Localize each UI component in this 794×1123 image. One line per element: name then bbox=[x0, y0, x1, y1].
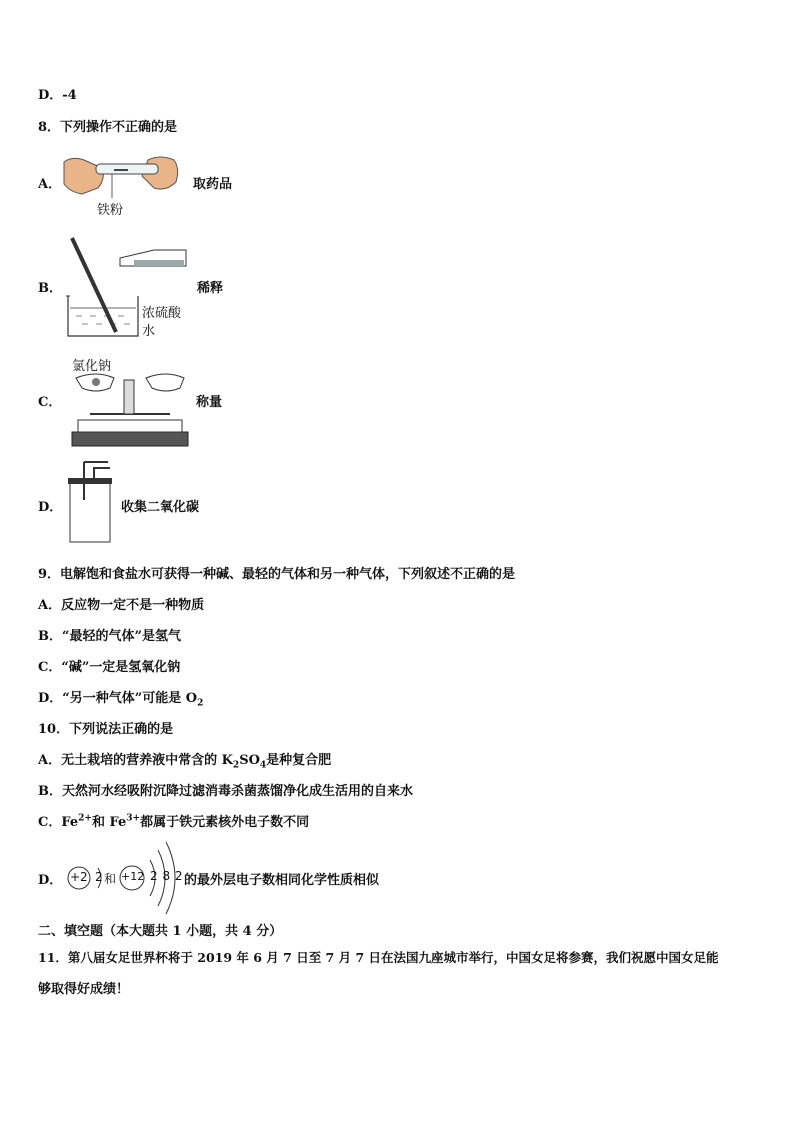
q10-option-a: A．无土栽培的营养液中常含的 $K_2SO_4$是种复合肥 bbox=[38, 753, 332, 771]
prev-option-d: D．-4 bbox=[38, 88, 77, 103]
q10-option-b: B．天然河水经吸附沉降过滤消毒杀菌蒸馏净化成生活用的自来水 bbox=[38, 784, 413, 799]
q11-line1: 11．第八届女足世界杯将于 2019 年 6 月 7 日至 7 月 7 日在法国九座城市举行，中国女足将参赛，我们祝愿中国女足能 bbox=[38, 950, 719, 965]
q9-option-c: C．“碱”一定是氢氧化钠 bbox=[38, 660, 181, 675]
q9-option-b: B．“最轻的气体”是氢气 bbox=[38, 629, 181, 644]
q8-option-b-caption: 稀释 bbox=[197, 281, 224, 296]
q11-line2: 够取得好成绩！ bbox=[38, 982, 130, 997]
q8-option-c-label: C． bbox=[38, 395, 62, 410]
q10-option-d-label: D． bbox=[38, 873, 63, 888]
q8-option-c-caption: 称量 bbox=[196, 395, 223, 410]
q10-d-shells2: 2 8 2 bbox=[150, 869, 183, 883]
gas-bottle-figure bbox=[64, 460, 114, 546]
q8-b-fig-label1: 浓硫酸 bbox=[142, 306, 182, 321]
dilution-figure bbox=[62, 236, 197, 342]
q10-d-shell1: 2 bbox=[95, 870, 103, 884]
section-2-heading: 二、填空题（本大题共 1 小题，共 4 分） bbox=[38, 924, 283, 939]
q10-d-nucleus2: +12 bbox=[121, 870, 145, 883]
q8-option-a-caption: 取药品 bbox=[193, 177, 233, 192]
q8-option-d-label: D． bbox=[38, 500, 63, 515]
balance-figure bbox=[70, 370, 196, 450]
q8-stem: 8．下列操作不正确的是 bbox=[38, 120, 178, 135]
take-reagent-figure bbox=[62, 148, 182, 200]
q8-a-fig-label: 铁粉 bbox=[97, 203, 124, 218]
q8-option-b-label: B． bbox=[38, 281, 62, 296]
q10-stem: 10．下列说法正确的是 bbox=[38, 722, 174, 737]
q9-option-d: D．“另一种气体”可能是 $O_2$ bbox=[38, 691, 204, 709]
q8-option-a-label: A． bbox=[38, 177, 62, 192]
q10-option-d-text: 的最外层电子数相同化学性质相似 bbox=[184, 873, 380, 888]
q10-option-c: C．$Fe^{2+}$和 $Fe^{3+}$都属于铁元素核外电子数不同 bbox=[38, 813, 310, 830]
q9-option-a: A．反应物一定不是一种物质 bbox=[38, 598, 205, 613]
q8-c-fig-label: 氯化钠 bbox=[72, 359, 112, 374]
q8-b-fig-label2: 水 bbox=[142, 324, 156, 339]
q8-option-d-caption: 收集二氧化碳 bbox=[121, 500, 200, 515]
q10-d-nucleus1: +2 bbox=[70, 870, 88, 884]
q9-stem: 9．电解饱和食盐水可获得一种碱、最轻的气体和另一种气体，下列叙述不正确的是 bbox=[38, 567, 516, 582]
q10-d-and: 和 bbox=[104, 872, 117, 886]
